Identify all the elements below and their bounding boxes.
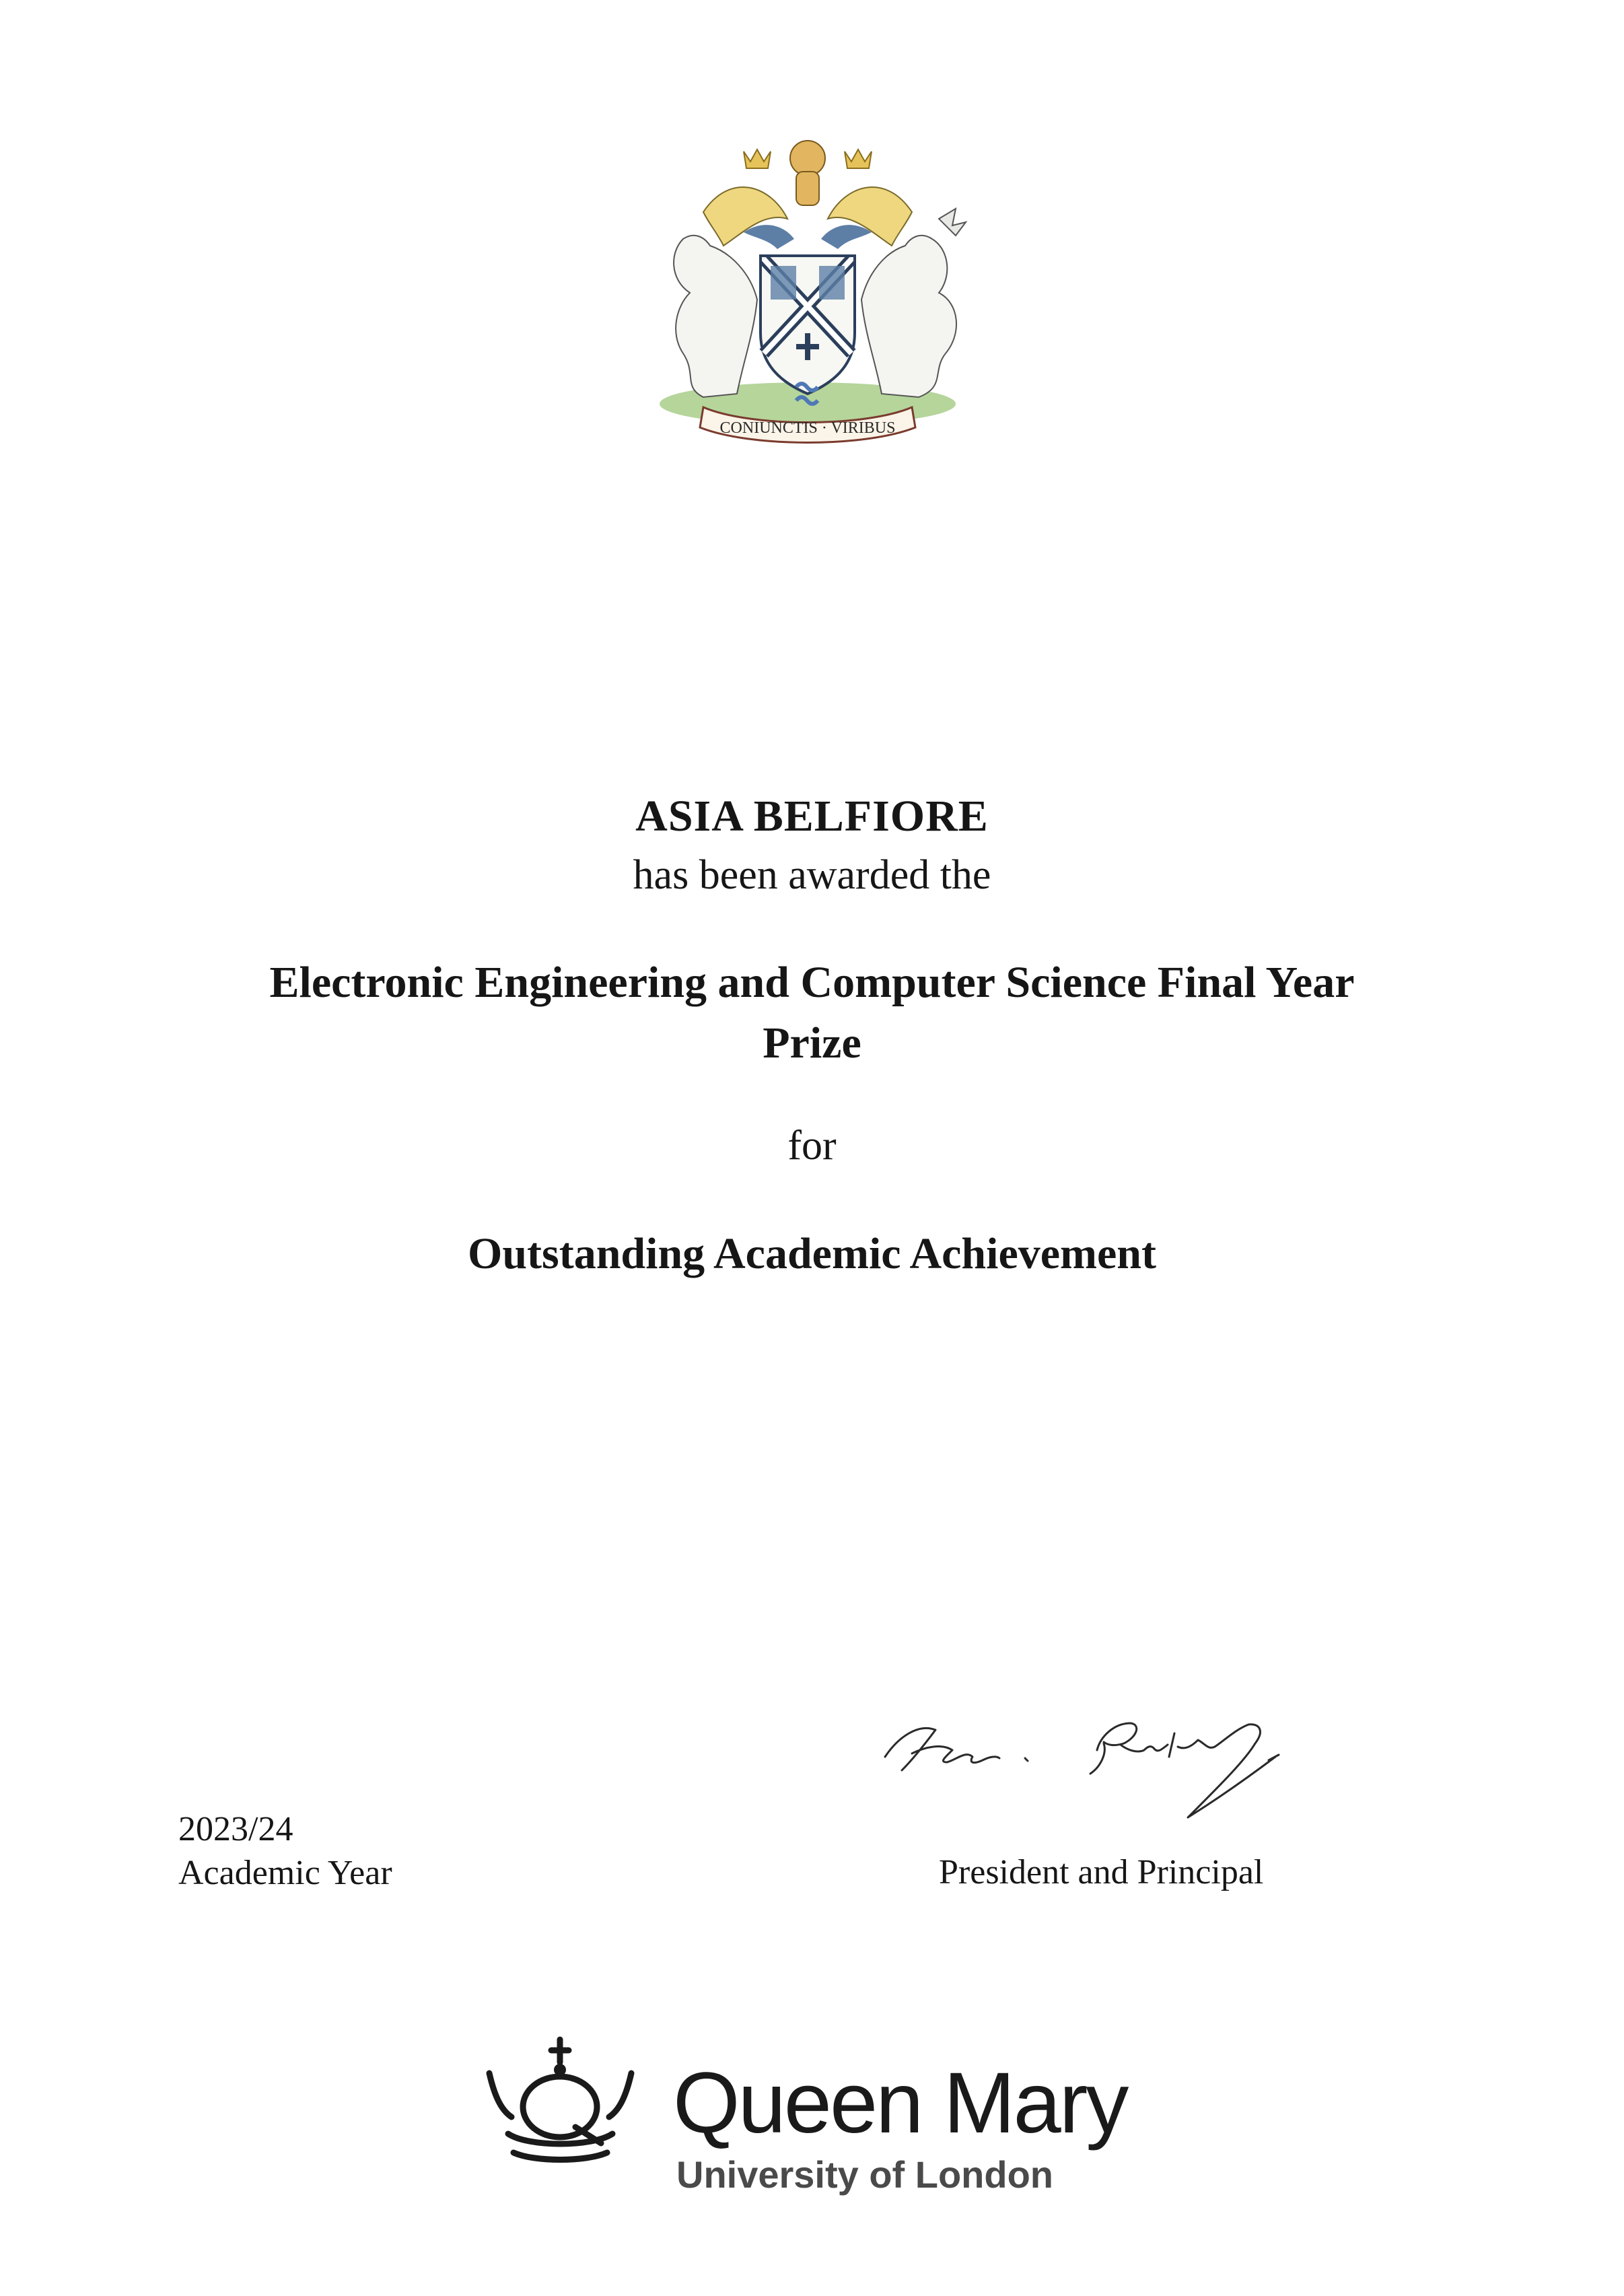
signatory-title: President and Principal [939, 1853, 1264, 1891]
academic-year-block [178, 1807, 392, 1895]
recipient-name: ASIA BELFIORE [635, 792, 989, 841]
crown-icon [481, 2033, 639, 2167]
award-reason: Outstanding Academic Achievement [468, 1229, 1156, 1278]
prize-title-line-1: Electronic Engineering and Computer Science Final Year [269, 958, 1355, 1007]
crest-motto: CONIUNCTIS · VIRIBUS [719, 419, 896, 437]
queen-mary-logo [481, 2033, 1154, 2201]
signature [872, 1683, 1329, 1838]
academic-year-value: 2023/24 [178, 1810, 293, 1848]
logo-wordmark: Queen Mary [673, 2055, 1127, 2151]
coat-of-arms [643, 131, 973, 448]
prize-title-line-2: Prize [763, 1018, 861, 1068]
for-connector: for [787, 1123, 837, 1169]
signature-icon [872, 1683, 1329, 1838]
coat-of-arms-icon [643, 131, 973, 448]
academic-year-label: Academic Year [178, 1854, 392, 1892]
logo-subtitle: University of London [676, 2153, 1053, 2196]
prize-title [148, 952, 1476, 1074]
awarded-statement: has been awarded the [633, 852, 991, 898]
